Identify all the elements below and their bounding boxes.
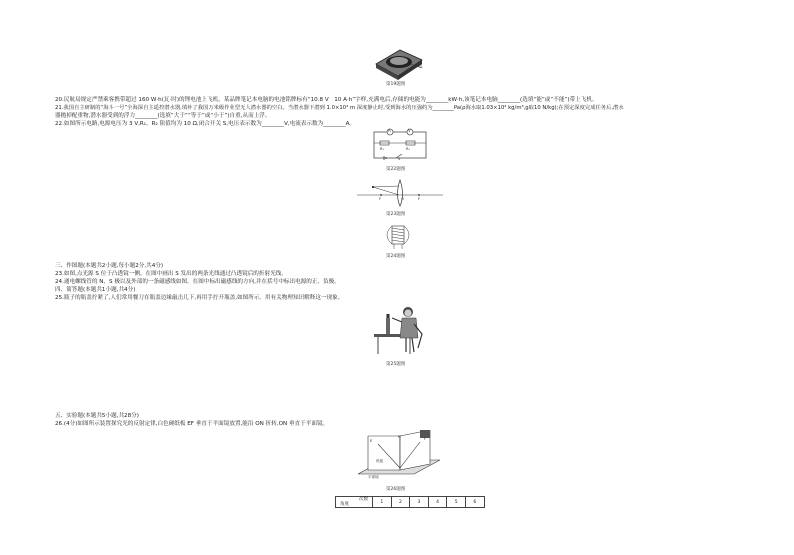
q26-data-table xyxy=(335,496,485,508)
figure-25 xyxy=(372,304,430,356)
fig26-label-f: F xyxy=(424,436,427,441)
figure-24 xyxy=(378,220,418,250)
table-col-4: 4 xyxy=(428,497,447,508)
question-21-line2: 器抛掉配重物,潜水器受到的浮力________(选填“大于”“等于”或“小于”)自重,从而上浮。 xyxy=(55,113,271,119)
section-4-heading: 四、简答题(本题共1小题,共4分) xyxy=(55,287,136,293)
table-col-6: 6 xyxy=(465,497,484,508)
fig24-caption: 第24题图 xyxy=(386,254,406,259)
fig22-switch-label: S xyxy=(398,157,401,161)
section-3-heading: 三、作图题(本题共2小题,每小题2分,共4分) xyxy=(55,263,164,269)
fig23-focus-right: F xyxy=(418,196,421,201)
figure-19 xyxy=(370,42,430,82)
section-5-heading: 五、实验题(本题共5小题,共28分) xyxy=(55,413,139,419)
fig23-caption: 第23题图 xyxy=(386,212,406,217)
fig26-caption: 第26题图 xyxy=(386,487,406,492)
question-26: 26.(4分)如图所示装置探究光的反射定律,白色硬纸板 EF 垂直于平面镜放置,能沿 ON 折转,ON 垂直于平面镜。 xyxy=(55,421,329,427)
fig26-label-n: N xyxy=(398,434,401,439)
table-header-bottom: 角度 xyxy=(340,502,349,507)
question-22: 22.如图所示电路,电源电压为 3 V,R₁、R₂ 阻值均为 10 Ω,闭合开关 S,电压表示数为________V,电流表示数为________A。 xyxy=(55,121,356,127)
table-header-cell xyxy=(336,497,373,508)
fig26-label-e: E xyxy=(370,438,373,443)
fig26-mirror-label: 平面镜 xyxy=(368,475,379,479)
fig25-caption: 第25题图 xyxy=(386,362,406,367)
table-col-2: 2 xyxy=(391,497,410,508)
question-20: 20.民航局规定严禁乘客携带超过 160 W·h(瓦·时)的锂电池上飞机。某品牌笔记本电脑的电池铭牌标有“10.8 V 10 A·h”字样,充满电后,存储的电能为________kW·h,该笔记本电脑________(选填“能”或“不能”)带上飞机。 xyxy=(55,97,598,103)
fig26-board-label: 纸板 xyxy=(376,459,384,463)
figure-23 xyxy=(355,178,445,208)
fig19-label: 轨 xyxy=(418,64,423,69)
table-header-top: 次数 xyxy=(359,497,368,502)
fig22-caption: 第22题图 xyxy=(386,167,406,172)
question-21-line1: 21.我国自主研制的“海斗一号”全海深自主遥控潜水器,填补了我国万米级作业型无人潜水器的空白。当潜水器下潜到 1.0×10⁴ m 深度静止时,受到海水的压强约为________Pa(ρ海水取1.03×10³ kg/m³,g取10 N/kg);在预定深度完成任务后,潜水 xyxy=(55,105,624,111)
fig22-r2-label: R₂ xyxy=(406,147,410,151)
fig23-center-o: O xyxy=(401,196,404,201)
fig22-r1-label: R₁ xyxy=(380,147,384,151)
fig22-voltmeter-label: V xyxy=(408,128,411,133)
table-col-5: 5 xyxy=(447,497,466,508)
fig23-focus-left: F xyxy=(379,196,382,201)
table-col-3: 3 xyxy=(410,497,429,508)
table-col-1: 1 xyxy=(373,497,392,508)
fig22-ammeter-label: A xyxy=(388,128,391,133)
question-24: 24.通电螺线管的 N、S 极以及外部的一条磁感线如图。在图中标出磁感线的方向,并在括号中标出电源的正、负极。 xyxy=(55,279,340,285)
question-23: 23.如图,点光源 S 位于凸透镜一侧。在图中画出 S 发出的两条光线通过凸透镜后的折射光线。 xyxy=(55,271,287,277)
fig19-caption: 第19题图 xyxy=(386,82,406,87)
question-25: 25.瓶子的瓶盖拧紧了,人们常用餐刀在瓶盖边缘敲击几下,再用手拧开瓶盖,如图所示。用有关物理知识解释这一现象。 xyxy=(55,295,344,301)
